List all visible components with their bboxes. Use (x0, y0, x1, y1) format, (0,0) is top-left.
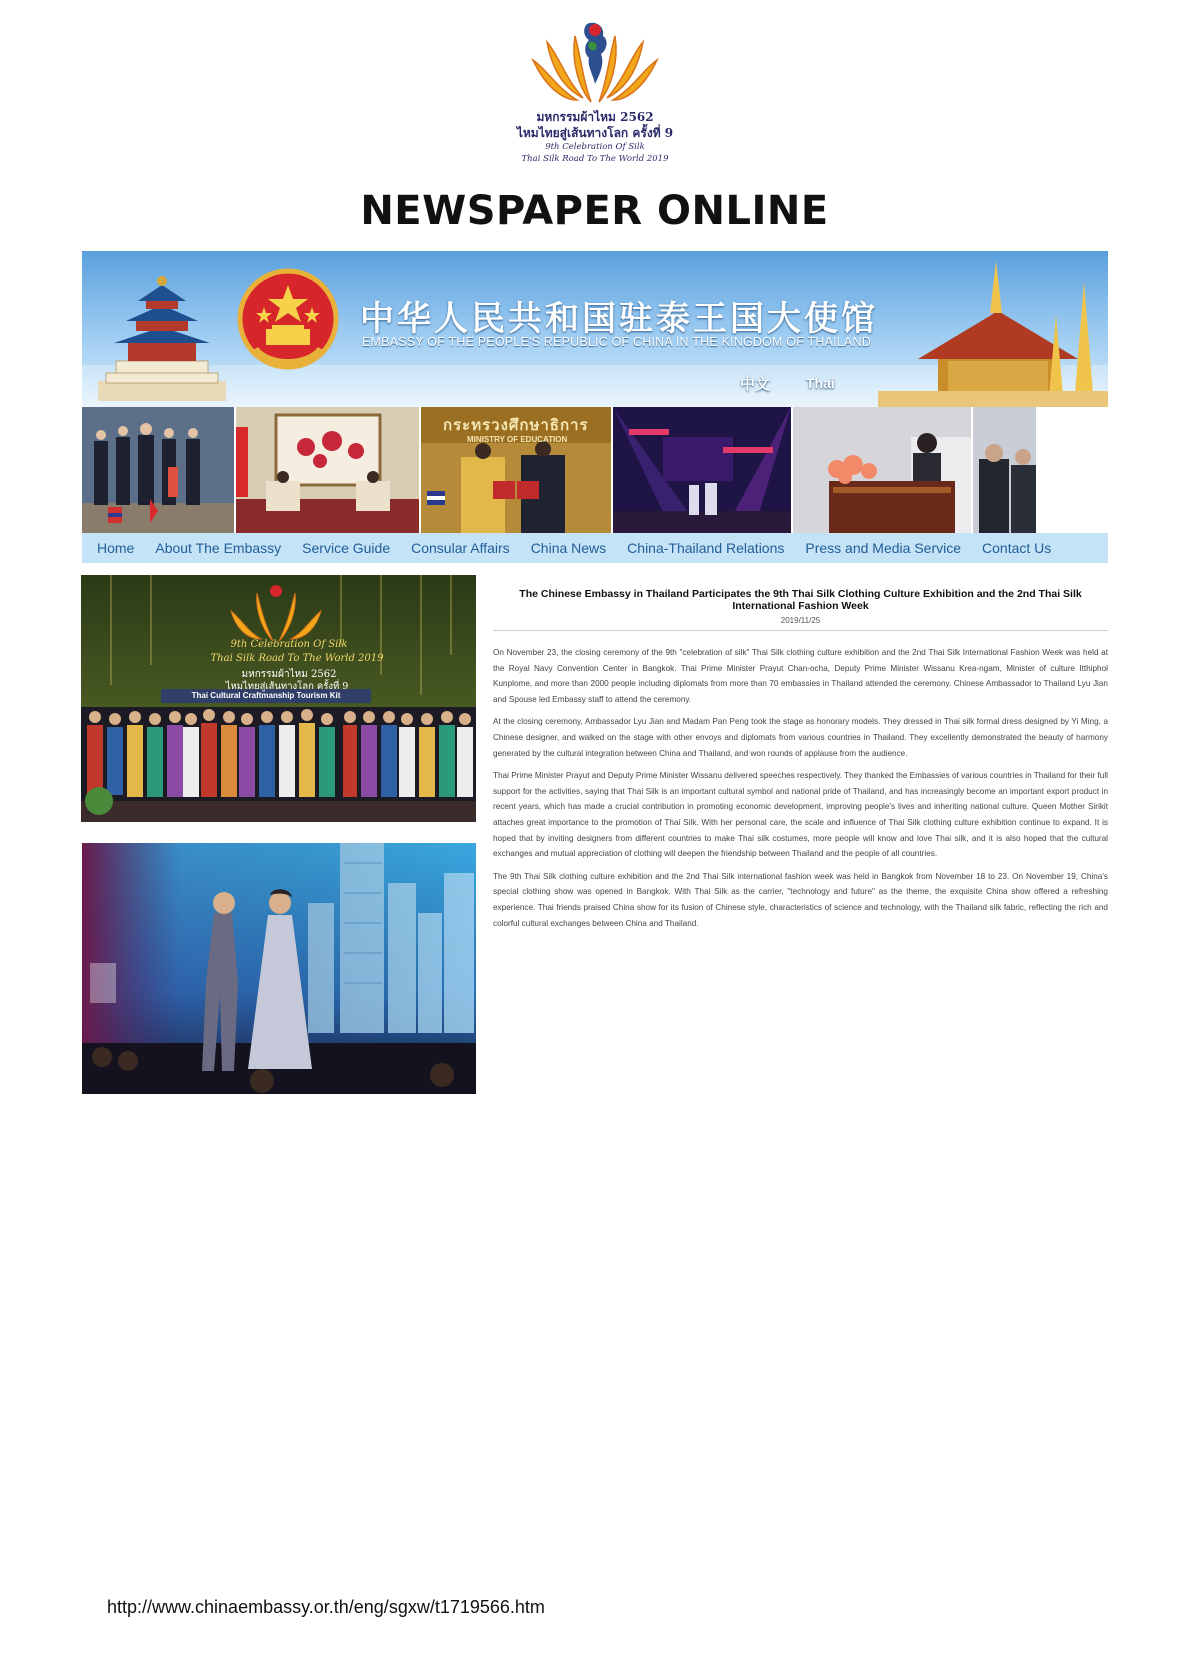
grand-palace-icon (878, 251, 1108, 407)
article-paragraph: The 9th Thai Silk clothing culture exhibition and the 2nd Thai Silk international fashion week was held in Bangkok from November 18 to 23. On November 19, China's special clothing show was opened in Bangkok. With Thai Silk as the carrier, "technology and future" as the theme, the exquisite China show offered a refreshing experience. Thai friends praised China show for its fusion of Chinese style, characteristics of science and technology, with the Thailand silk fabric, reflecting the rich and colorful cultural exchanges between China and Thailand. (493, 871, 1108, 928)
strip-photo-officials (973, 407, 1036, 533)
photo1-caption-line-4: ไหมไทยสู่เส้นทางโลก ครั้งที่ 9 (225, 681, 349, 692)
page-headline: NEWSPAPER ONLINE (360, 188, 829, 234)
runway-couple-photo (82, 843, 476, 1094)
article-paragraph: At the closing ceremony, Ambassador Lyu Jian and Madam Pan Peng took the stage as honorary models. They dressed in Thai silk formal dress designed by Yi Ming, a Chinese designer, and walked on the stage with other envoys and diplomats from various countries in Thailand. They excellently demonstrated the beauty of harmony generated by the cultural integration between China and Thailand, and won rounds of applause from the audience. (493, 717, 1108, 758)
logo-english-line-2: Thai Silk Road To The World 2019 (521, 154, 669, 164)
nav-home[interactable]: Home (97, 540, 135, 556)
temple-of-heaven-icon (94, 269, 230, 401)
article-date: 2019/11/25 (780, 616, 821, 625)
article-divider (493, 630, 1108, 631)
article-paragraph: On November 23, the closing ceremony of the 9th "celebration of silk" Thai Silk clothing culture exhibition and the 2nd Thai Silk International Fashion Week was held at the Royal Navy Convention Center in Bangkok. Thai Prime Minister Prayut Chan-ocha, Deputy Prime Minister Wissanu Krea-ngam, Minister of culture Itthiphol Kunplome, and more than 2000 people including diplomats from more than 70 embassies in Thailand attended the ceremony. Chinese Ambassador to Thailand Lyu Jian and Spouse led Embassy staff to attend the ceremony. (493, 648, 1108, 704)
article-paragraph: Thai Prime Minister Prayut and Deputy Prime Minister Wissanu delivered speeches respectively. They thanked the Embassies of various countries in Thailand for their full support for the activities, saying that Thai Silk is an important cultural symbol and national pride of Thailand, and has increasingly become an important export product in recent years, which has made a crucial contribution in promoting economic development, improving people's lives and inheriting national culture. Queen Mother Sirikit attaches great importance to the promotion of Thai Silk. With her personal care, the scale and influence of Thai Silk clothing culture exhibition continue to expand. It is hoped that by inviting designers from different countries to make Thai silk costumes, more people will know and love Thai silk, and it is also hoped that the cultural exchanges and mutual appreciation of clothing will deepen the friendship between Thailand and the people of all countries. (493, 771, 1108, 859)
celebration-of-silk-logo (500, 18, 690, 165)
nav-china-thailand-relations[interactable]: China-Thailand Relations (627, 540, 785, 556)
photo1-caption-line-3: มหกรรมผ้าไหม 2562 (241, 669, 337, 680)
event-group-photo (81, 575, 476, 822)
embassy-banner (82, 251, 1108, 407)
photo1-caption-line-1: 9th Celebration Of Silk (230, 639, 348, 650)
nav-about-the-embassy[interactable]: About The Embassy (155, 540, 282, 556)
photo1-caption-line-2: Thai Silk Road To The World 2019 (210, 653, 384, 664)
nav-china-news[interactable]: China News (530, 540, 607, 556)
language-chinese-link[interactable]: 中文 (740, 376, 771, 393)
national-emblem-icon (236, 267, 340, 379)
logo-thai-line-2: ไหมไทยสู่เส้นทางโลก ครั้งที่ 9 (516, 126, 674, 140)
strip-sign-english: MINISTRY OF EDUCATION (467, 435, 568, 444)
strip-photo-delegation (82, 407, 234, 533)
source-url: http://www.chinaembassy.or.th/eng/sgxw/t1719566.htm (107, 1597, 545, 1617)
nav-consular-affairs[interactable]: Consular Affairs (411, 540, 510, 556)
silk-flame-logo-icon (525, 18, 665, 110)
news-photo-strip (82, 407, 1108, 533)
article-title: The Chinese Embassy in Thailand Participates the 9th Thai Silk Clothing Culture Exhibition and the 2nd Thai Silk International Fashion Week (519, 588, 1082, 612)
nav-press-and-media-service[interactable]: Press and Media Service (805, 540, 962, 556)
strip-photo-signing (421, 407, 611, 533)
embassy-website (82, 251, 1108, 563)
main-nav (82, 533, 1108, 563)
strip-photo-meeting (236, 407, 419, 533)
logo-thai-line-1: มหกรรมผ้าไหม 2562 (536, 110, 654, 124)
language-thai-link[interactable]: Thai (806, 375, 835, 391)
strip-sign-thai: กระทรวงศึกษาธิการ (443, 417, 589, 434)
embassy-english-title: EMBASSY OF THE PEOPLE'S REPUBLIC OF CHINA IN THE KINGDOM OF THAILAND (362, 335, 871, 349)
embassy-chinese-title: 中华人民共和国驻泰王国大使馆 (360, 299, 878, 339)
news-article (493, 588, 1108, 938)
nav-contact-us[interactable]: Contact Us (982, 540, 1052, 556)
photo1-caption-line-5: Thai Cultural Craftmanship Tourism Kit (191, 691, 341, 700)
logo-english-line-1: 9th Celebration Of Silk (545, 142, 645, 152)
nav-service-guide[interactable]: Service Guide (302, 540, 391, 556)
strip-photo-speech (793, 407, 971, 533)
strip-photo-stage (613, 407, 791, 533)
